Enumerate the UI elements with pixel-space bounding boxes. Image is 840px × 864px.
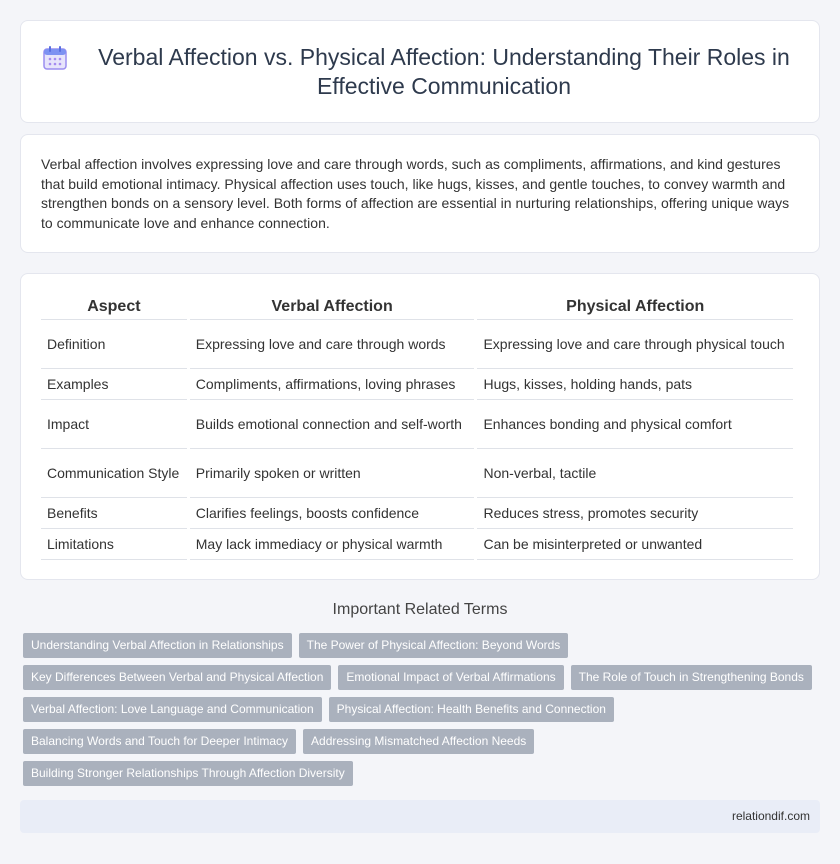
cell-aspect: Limitations [41, 529, 187, 560]
cell-aspect: Impact [41, 400, 187, 449]
cell-verbal: Clarifies feelings, boosts confidence [190, 498, 475, 529]
intro-paragraph: Verbal affection involves expressing love and care through words, such as compliments, affirmations, and kind gestures that build emotional intimacy. Physical affection uses touch, like hugs, kisses, and gentle touches, to convey warmth and strengthen bonds on a sensory level. Both forms of affection are essential in nurturing relationships, offering unique ways to communicate love and enhance connection. [41, 156, 790, 231]
intro-card [20, 134, 820, 253]
cell-physical: Expressing love and care through physical touch [477, 320, 793, 369]
cell-verbal: Builds emotional connection and self-worth [190, 400, 475, 449]
cell-verbal: Compliments, affirmations, loving phrases [190, 369, 475, 400]
related-term-tag[interactable]: Understanding Verbal Affection in Relationships [23, 633, 292, 658]
table-row [41, 400, 793, 449]
table-header-row [41, 296, 793, 320]
related-term-tag[interactable]: Addressing Mismatched Affection Needs [303, 729, 534, 754]
tag-row [23, 633, 823, 665]
table-row [41, 529, 793, 560]
table-row [41, 369, 793, 400]
cell-physical: Hugs, kisses, holding hands, pats [477, 369, 793, 400]
tag-row [23, 729, 823, 761]
table-row [41, 320, 793, 369]
footer-site-link[interactable]: relationdif.com [731, 809, 810, 823]
cell-verbal: Primarily spoken or written [190, 449, 475, 498]
page-title: Verbal Affection vs. Physical Affection: Understanding Their Roles in Effective Communication [98, 43, 790, 99]
header-physical: Physical Affection [477, 296, 793, 320]
related-terms-title: Important Related Terms [332, 601, 508, 618]
related-term-tag[interactable]: The Role of Touch in Strengthening Bonds [571, 665, 812, 690]
comparison-table-card [20, 273, 820, 580]
header-verbal: Verbal Affection [190, 296, 475, 320]
tag-row [23, 697, 823, 729]
header-card [20, 20, 820, 123]
related-terms-list [23, 633, 823, 793]
related-term-tag[interactable]: Emotional Impact of Verbal Affirmations [338, 665, 563, 690]
cell-aspect: Examples [41, 369, 187, 400]
cell-physical: Non-verbal, tactile [477, 449, 793, 498]
related-term-tag[interactable]: Physical Affection: Health Benefits and Connection [329, 697, 614, 722]
table-row [41, 498, 793, 529]
comparison-table [38, 296, 796, 560]
cell-aspect: Communication Style [41, 449, 187, 498]
cell-aspect: Benefits [41, 498, 187, 529]
related-term-tag[interactable]: Building Stronger Relationships Through Affection Diversity [23, 761, 353, 786]
cell-physical: Enhances bonding and physical comfort [477, 400, 793, 449]
related-term-tag[interactable]: Key Differences Between Verbal and Physical Affection [23, 665, 331, 690]
cell-aspect: Definition [41, 320, 187, 369]
table-row [41, 449, 793, 498]
header-aspect: Aspect [41, 296, 187, 320]
cell-verbal: Expressing love and care through words [190, 320, 475, 369]
footer [20, 800, 820, 833]
tag-row [23, 761, 823, 793]
related-term-tag[interactable]: The Power of Physical Affection: Beyond Words [299, 633, 569, 658]
cell-verbal: May lack immediacy or physical warmth [190, 529, 475, 560]
related-term-tag[interactable]: Balancing Words and Touch for Deeper Intimacy [23, 729, 296, 754]
calendar-icon [41, 44, 69, 72]
tag-row [23, 665, 823, 697]
cell-physical: Reduces stress, promotes security [477, 498, 793, 529]
related-term-tag[interactable]: Verbal Affection: Love Language and Communication [23, 697, 322, 722]
cell-physical: Can be misinterpreted or unwanted [477, 529, 793, 560]
